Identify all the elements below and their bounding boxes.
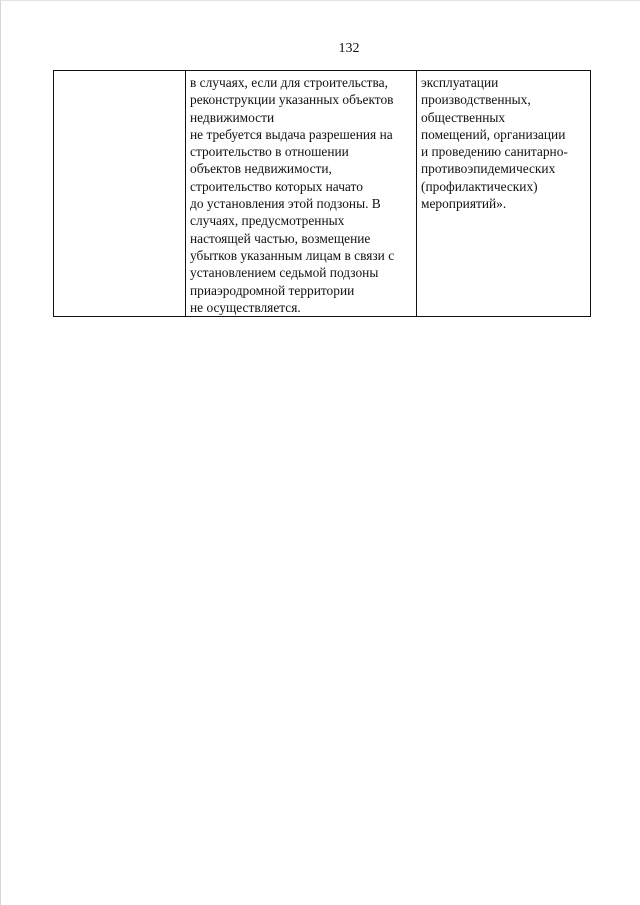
table-text-line: строительство в отношении <box>190 144 349 160</box>
table-text-line: не осуществляется. <box>190 299 301 315</box>
table-text-line: противоэпидемических <box>421 161 556 177</box>
table-text-line: настоящей частью, возмещение <box>190 230 371 246</box>
page-number: 132 <box>338 41 360 56</box>
table-text-line: объектов недвижимости, <box>190 161 332 177</box>
table-text-line: и проведению санитарно- <box>421 144 568 160</box>
table-text-line: недвижимости <box>190 109 275 125</box>
table-text-line: случаях, предусмотренных <box>190 213 345 229</box>
table-text-line: общественных <box>421 109 506 125</box>
table-row <box>54 71 591 317</box>
table-text-line: производственных, <box>421 92 531 108</box>
table-cell-middle <box>186 71 417 317</box>
table-text-line: приаэродромной территории <box>190 282 355 298</box>
table-cell-right <box>417 71 591 317</box>
table-text-line: в случаях, если для строительства, <box>190 75 388 90</box>
table-text-line: (профилактических) <box>421 178 538 194</box>
table-text-line: эксплуатации <box>421 75 499 90</box>
table-text-line: строительство которых начато <box>190 178 363 194</box>
table-text-line: реконструкции указанных объектов <box>190 92 394 108</box>
table-text-line: до установления этой подзоны. В <box>190 196 381 212</box>
table-text-line: помещений, организации <box>421 126 566 142</box>
table-text-line: убытков указанным лицам в связи с <box>190 247 395 263</box>
table-text-line: не требуется выдача разрешения на <box>190 126 393 142</box>
document-table <box>53 70 591 317</box>
table-text-line: установлением седьмой подзоны <box>190 265 379 281</box>
table-text-line: мероприятий». <box>421 196 507 212</box>
table-cell-empty <box>54 71 186 317</box>
